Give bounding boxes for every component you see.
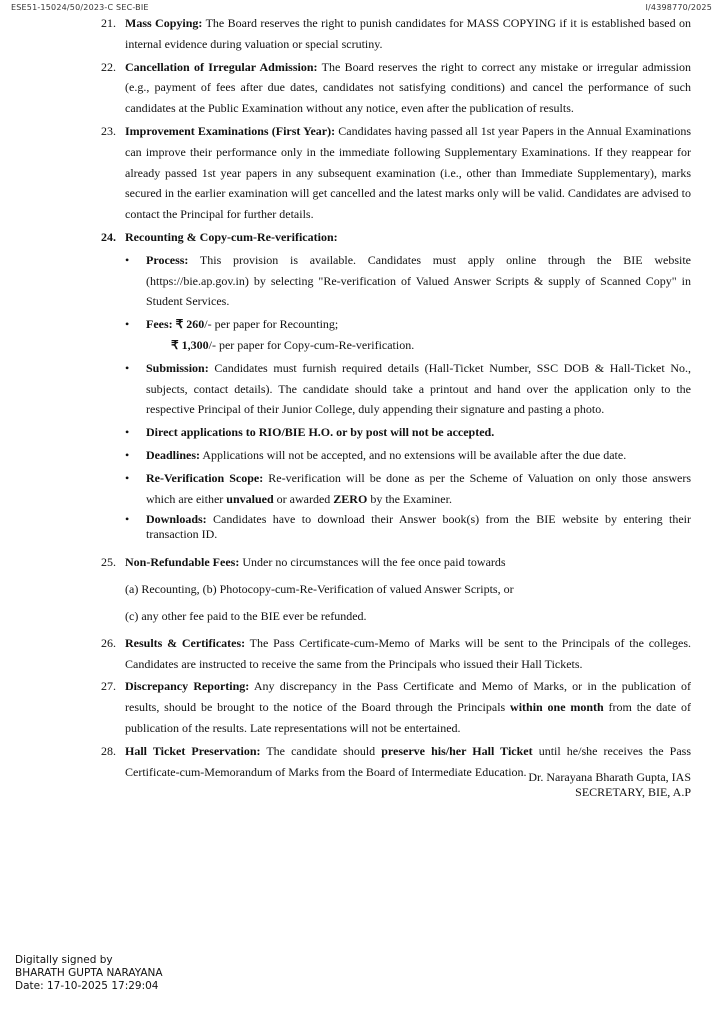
header-file-code: ESE51-15024/50/2023-C SEC-BIE	[11, 3, 149, 12]
bullet-text: Re-verification will be done as per the Scheme of Valuation on only those answers which are either	[146, 470, 691, 506]
emphasis-preserve-hall-ticket: preserve his/her Hall Ticket	[381, 743, 533, 758]
clause-title: Discrepancy Reporting:	[125, 679, 250, 694]
bullet-text: or awarded	[273, 491, 334, 506]
bullet-icon: •	[125, 425, 130, 440]
clause-title: Mass Copying:	[125, 16, 203, 30]
fee-recounting-amount: ₹ 260	[172, 317, 205, 332]
clause-number: 24.	[101, 229, 116, 244]
clause-text: The Board reserves the right to correct any mistake or irregular admission (e.g., payment of fees after due dates, candidates not satisfying conditions) and cancel the performance of such candidates at the Public Examination without any notice, even after the publication of results.	[125, 59, 691, 116]
recounting-bullet-list	[101, 250, 691, 543]
list-item-deadlines	[101, 445, 691, 466]
clause-22	[101, 57, 691, 119]
fee-reverification-amount: ₹ 1,300	[171, 337, 209, 352]
bullet-label: Process:	[146, 252, 189, 267]
digital-signature-date: Date: 17-10-2025 17:29:04	[15, 980, 159, 992]
bullet-icon: •	[125, 252, 130, 267]
list-item-submission	[101, 358, 691, 420]
fee-reverification-line	[146, 335, 691, 356]
clause-23	[101, 121, 691, 225]
list-item-reverification-scope	[101, 468, 691, 510]
clause-24	[101, 227, 691, 248]
clause-27	[101, 676, 691, 738]
bullet-label: Downloads:	[146, 512, 207, 527]
clause-number: 28.	[101, 743, 116, 758]
bullet-icon: •	[125, 317, 130, 332]
list-item-process	[101, 250, 691, 312]
fee-reverification-text: /- per paper for Copy-cum-Re-verification.	[208, 337, 415, 352]
emphasis-within-one-month: within one month	[510, 700, 604, 715]
clause-title: Recounting & Copy-cum-Re-verification:	[125, 229, 338, 244]
digital-signature-stamp	[15, 954, 163, 993]
emphasis-unvalued: unvalued	[226, 491, 274, 506]
bullet-text: This provision is available. Candidates must apply online through the BIE website (https://bie.ap.gov.in) by selecting "Re-verification of Valued Answer Scripts & supply of Scanned Copy" in Student Services.	[146, 252, 691, 309]
clause-text: The candidate should	[260, 743, 382, 758]
clause-number: 26.	[101, 635, 116, 650]
clause-text: from the date of publication of the results. Late representations will not be entertained.	[125, 700, 691, 735]
list-item-downloads	[101, 512, 691, 542]
bullet-text: Candidates must furnish required details (Hall-Ticket Number, SSC DOB & Hall-Ticket No., subjects, contact details). The candidate should take a printout and hand over the application only to the respective Principal of their Junior College, duly appending their signature and pasting a photo.	[146, 360, 691, 417]
clause-25-line-a: (a) Recounting, (b) Photocopy-cum-Re-Verification of valued Answer Scripts, or	[125, 582, 514, 597]
bullet-text: Applications will not be accepted, and no extensions will be available after the due date.	[200, 447, 627, 462]
document-body	[101, 13, 691, 784]
signatory-block	[528, 770, 691, 800]
clause-text: The Pass Certificate-cum-Memo of Marks will be sent to the Principals of the colleges. Candidates are instructed to receive the same from the Principals who issued their Hall Tickets.	[125, 635, 692, 671]
bullet-icon: •	[125, 512, 130, 527]
bullet-text: Direct applications to RIO/BIE H.O. or by post will not be accepted.	[146, 425, 495, 440]
clause-25	[101, 552, 691, 573]
clause-text: until he/she receives the Pass Certificate-cum-Memorandum of Marks from the Board of Intermediate Education.	[125, 743, 691, 779]
clause-title: Improvement Examinations (First Year):	[125, 123, 336, 138]
emphasis-zero: ZERO	[333, 491, 368, 506]
digital-signature-label: Digitally signed by	[15, 954, 113, 966]
clause-text: Any discrepancy in the Pass Certificate and Memo of Marks, or in the publication of results, should be brought to the notice of the Board through the Principals	[125, 679, 691, 715]
clause-title: Results & Certificates:	[125, 635, 246, 650]
clause-number: 25.	[101, 555, 116, 570]
bullet-label: Deadlines:	[146, 447, 200, 462]
clause-title: Cancellation of Irregular Admission:	[125, 59, 318, 74]
bullet-label: Submission:	[146, 360, 209, 375]
bullet-text: Candidates have to download their Answer book(s) from the BIE website by entering their transaction ID.	[146, 512, 691, 542]
clause-number: 27.	[101, 679, 116, 694]
clause-number: 21.	[101, 16, 116, 30]
clause-title: Hall Ticket Preservation:	[125, 743, 261, 758]
digital-signature-signer: BHARATH GUPTA NARAYANA	[15, 967, 163, 979]
list-item-fees	[101, 314, 691, 356]
clause-26	[101, 633, 691, 675]
bullet-text: by the Examiner.	[367, 491, 452, 506]
header-document-number: I/4398770/2025	[645, 3, 712, 12]
clause-number: 23.	[101, 123, 116, 138]
bullet-icon: •	[125, 447, 130, 462]
clause-text: Under no circumstances will the fee once paid towards	[239, 555, 506, 570]
bullet-label: Re-Verification Scope:	[146, 470, 264, 485]
fee-recounting-text: /- per paper for Recounting;	[204, 317, 339, 332]
clause-21	[101, 13, 691, 55]
clause-title: Non-Refundable Fees:	[125, 555, 240, 570]
clause-text: Candidates having passed all 1st year Papers in the Annual Examinations can improve their performance only in the immediate following Supplementary Examinations. If they reappear for already passed 1st year papers in any subsequent examination (i.e., other than Immediate Supplementary), marks secured in the earlier examination will get cancelled and the latest marks only will be valid. Candidates are advised to contact the Principal for further details.	[125, 123, 691, 222]
signatory-designation: SECRETARY, BIE, A.P	[575, 785, 691, 799]
clause-text: The Board reserves the right to punish candidates for MASS COPYING if it is established based on internal evidence during valuation or special scrutiny.	[125, 16, 691, 51]
bullet-icon: •	[125, 360, 130, 375]
clause-number: 22.	[101, 59, 116, 74]
list-item-direct-applications	[101, 422, 691, 443]
signatory-name: Dr. Narayana Bharath Gupta, IAS	[528, 770, 691, 784]
clause-25-line-c: (c) any other fee paid to the BIE ever be refunded.	[125, 608, 367, 623]
bullet-label: Fees:	[146, 317, 173, 332]
bullet-icon: •	[125, 470, 130, 485]
